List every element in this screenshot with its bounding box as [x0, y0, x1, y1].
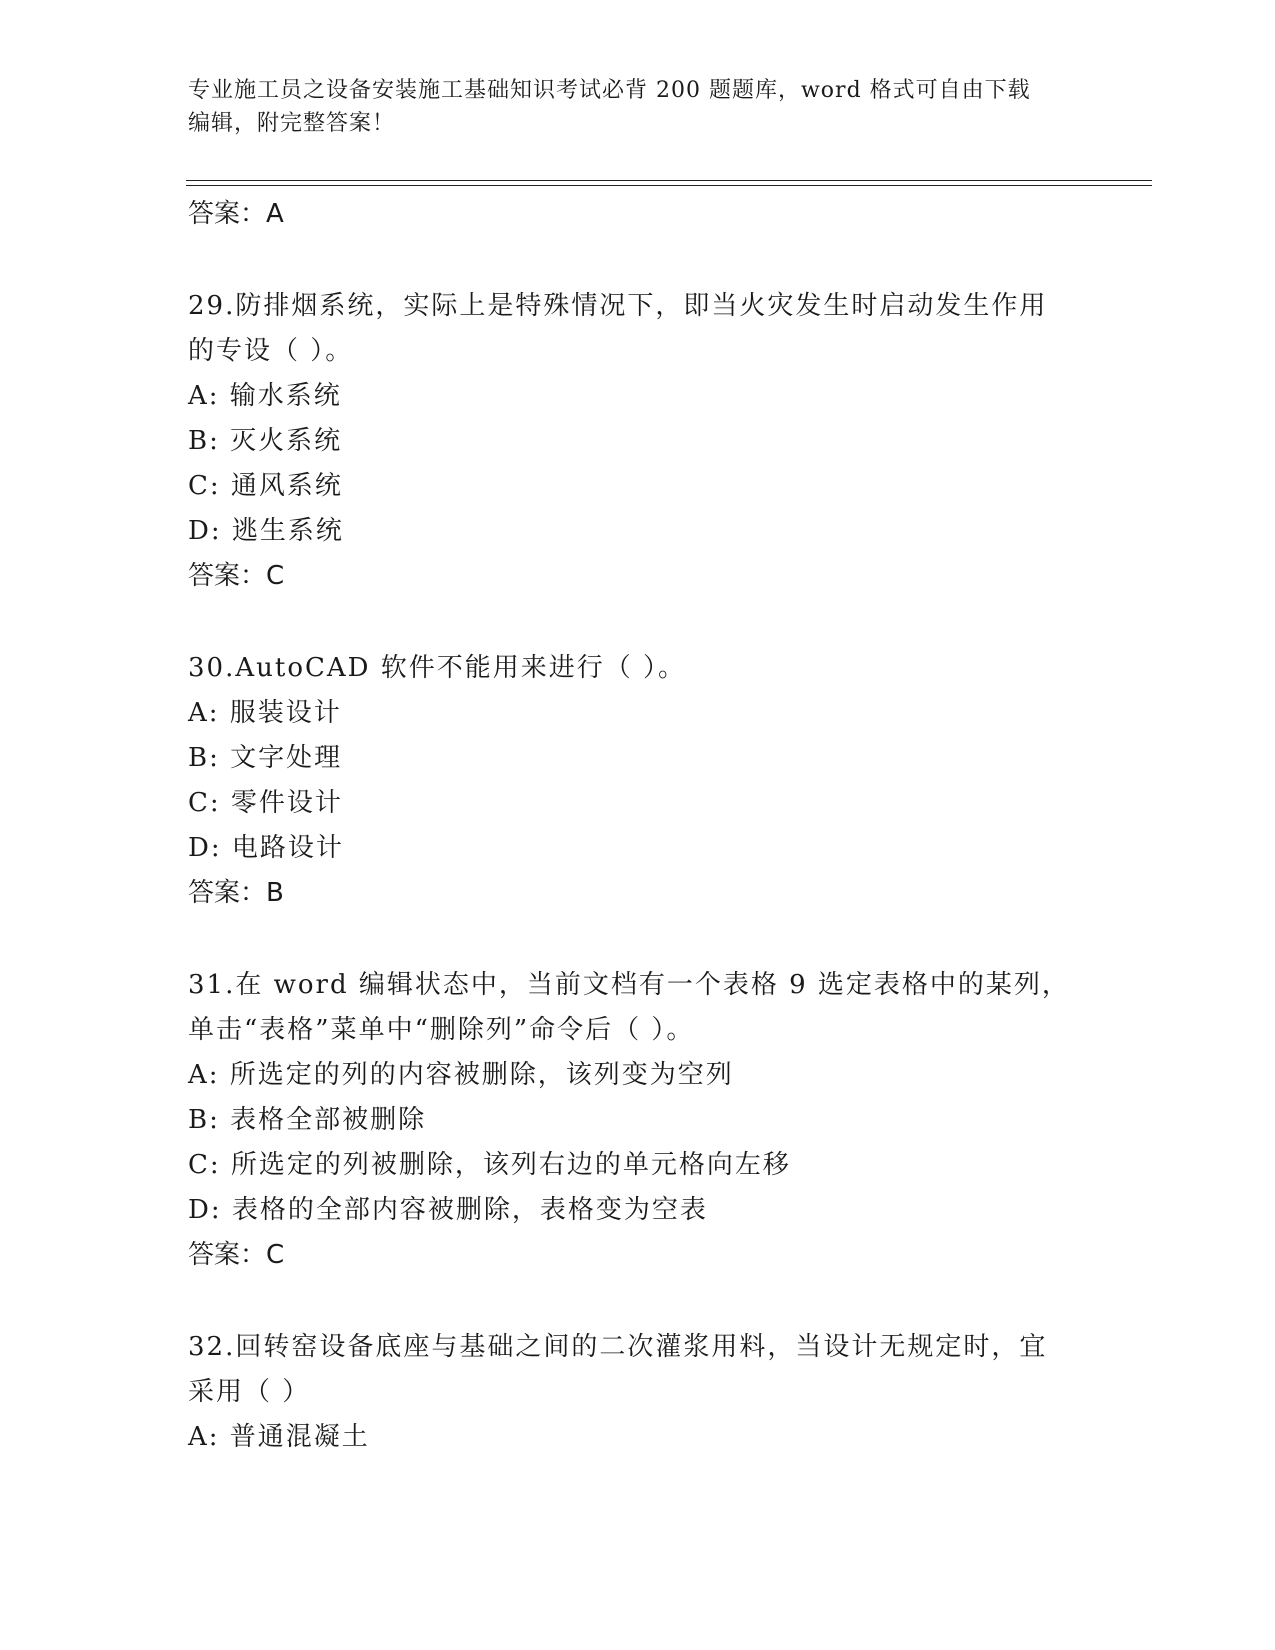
option-b: B: 表格全部被删除: [188, 1105, 427, 1135]
option-a: A: 输水系统: [188, 381, 342, 411]
question-stem-line-2: 采用（ ）: [188, 1377, 311, 1407]
option-b: B: 文字处理: [188, 743, 343, 773]
option-c: C: 零件设计: [188, 788, 343, 818]
document-body: [188, 192, 1088, 1460]
question-stem-line-1: 30.AutoCAD 软件不能用来进行（ ）。: [188, 653, 687, 683]
option-a: A: 普通混凝土: [188, 1422, 370, 1452]
question-stem: [188, 284, 1088, 374]
option-d: D: 逃生系统: [188, 516, 344, 546]
option-c: C: 所选定的列被删除，该列右边的单元格向左移: [188, 1150, 791, 1180]
question-stem-line-1: 32.回转窑设备底座与基础之间的二次灌浆用料，当设计无规定时，宜: [188, 1332, 1048, 1362]
question-answer: 答案：C: [188, 561, 285, 591]
option-d: D: 表格的全部内容被删除，表格变为空表: [188, 1195, 708, 1225]
option-a: A: 服装设计: [188, 698, 342, 728]
question-stem-line-1: 31.在 word 编辑状态中，当前文档有一个表格 9 选定表格中的某列，: [188, 970, 1070, 1000]
header-divider-top: [186, 180, 1152, 181]
question-32: [188, 1325, 1088, 1460]
question-31: [188, 963, 1088, 1277]
question-stem-line-2: 单击“表格”菜单中“删除列”命令后（ ）。: [188, 1015, 695, 1045]
header-line-2: 编辑，附完整答案！: [188, 111, 396, 136]
header-divider-bottom: [186, 185, 1152, 186]
question-stem-line-2: 的专设（ ）。: [188, 336, 354, 366]
question-stem-line-1: 29.防排烟系统，实际上是特殊情况下，即当火灾发生时启动发生作用: [188, 291, 1048, 321]
option-a: A: 所选定的列的内容被删除，该列变为空列: [188, 1060, 734, 1090]
option-c: C: 通风系统: [188, 471, 343, 501]
option-b: B: 灭火系统: [188, 426, 343, 456]
previous-answer: 答案：A: [188, 199, 284, 229]
option-d: D: 电路设计: [188, 833, 344, 863]
question-stem: [188, 1325, 1088, 1415]
header-line-1: 专业施工员之设备安装施工基础知识考试必背 200 题题库，word 格式可自由下载: [188, 78, 1031, 103]
question-stem: [188, 963, 1088, 1053]
document-header: [188, 74, 1088, 140]
question-29: [188, 284, 1088, 598]
question-30: [188, 646, 1088, 915]
question-answer: 答案：C: [188, 1240, 285, 1270]
question-stem: [188, 646, 1088, 691]
question-answer: 答案：B: [188, 878, 284, 908]
